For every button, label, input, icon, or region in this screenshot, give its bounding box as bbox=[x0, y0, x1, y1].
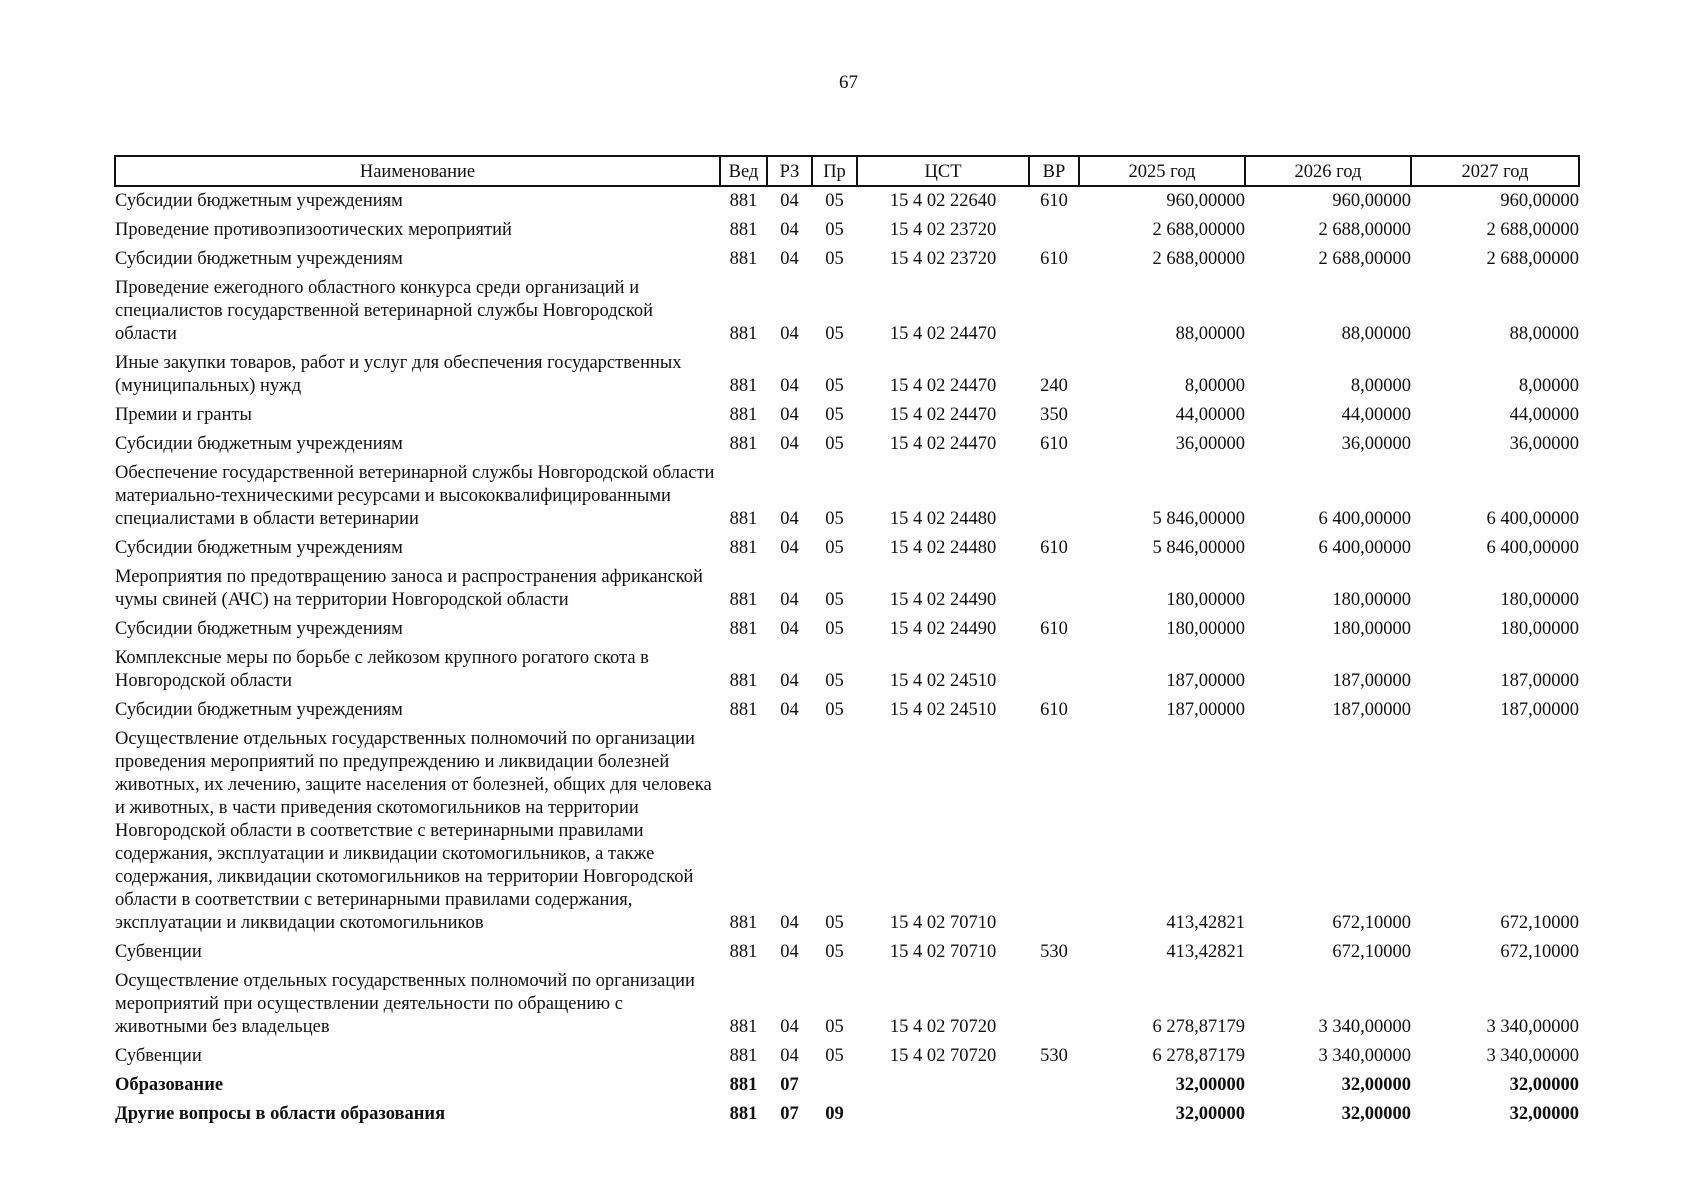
cell-2026: 960,00000 bbox=[1332, 191, 1411, 211]
header-name: Наименование bbox=[115, 156, 720, 186]
cell-vr: 610 bbox=[1040, 191, 1068, 211]
cell-cst: 15 4 02 70720 bbox=[889, 1017, 997, 1037]
cell-ved: 881 bbox=[729, 538, 758, 558]
cell-rz: 04 bbox=[780, 220, 799, 240]
cell-rz: 04 bbox=[780, 590, 799, 610]
cell-2027: 3 340,00000 bbox=[1486, 1017, 1579, 1037]
header-cst: ЦСТ bbox=[857, 156, 1029, 186]
cell-ved: 881 bbox=[729, 191, 758, 211]
cell-2025: 187,00000 bbox=[1166, 671, 1245, 691]
cell-vr bbox=[1029, 1100, 1079, 1129]
cell-vr: 530 bbox=[1040, 942, 1068, 962]
cell-ved: 881 bbox=[729, 671, 758, 691]
cell-2026: 32,00000 bbox=[1341, 1104, 1411, 1124]
cell-2026: 187,00000 bbox=[1332, 700, 1411, 720]
cell-rz: 04 bbox=[780, 1046, 799, 1066]
cell-rz: 04 bbox=[780, 619, 799, 639]
cell-2026: 672,10000 bbox=[1332, 942, 1411, 962]
cell-2027: 32,00000 bbox=[1509, 1104, 1579, 1124]
cell-2025: 6 278,87179 bbox=[1152, 1046, 1245, 1066]
cell-ved: 881 bbox=[729, 913, 758, 933]
cell-vr: 350 bbox=[1040, 405, 1068, 425]
table-row bbox=[115, 430, 1579, 459]
cell-name: Субсидии бюджетным учреждениям bbox=[115, 538, 403, 558]
cell-cst: 15 4 02 23720 bbox=[889, 249, 997, 269]
cell-cst: 15 4 02 24490 bbox=[889, 619, 997, 639]
cell-cst: 15 4 02 24510 bbox=[889, 700, 997, 720]
cell-2026: 2 688,00000 bbox=[1318, 249, 1411, 269]
cell-ved: 881 bbox=[729, 700, 758, 720]
cell-rz: 04 bbox=[780, 700, 799, 720]
cell-name: Субсидии бюджетным учреждениям bbox=[115, 434, 403, 454]
cell-name: Мероприятия по предотвращению заноса и распространения африканской чумы свиней (АЧС) на территории Новгородской области bbox=[115, 567, 703, 610]
cell-vr bbox=[1029, 459, 1079, 534]
cell-ved: 881 bbox=[729, 619, 758, 639]
cell-2025: 413,42821 bbox=[1166, 942, 1245, 962]
table-row bbox=[115, 349, 1579, 401]
cell-rz: 07 bbox=[780, 1075, 799, 1095]
cell-cst: 15 4 02 24470 bbox=[889, 434, 997, 454]
header-vr: ВР bbox=[1029, 156, 1079, 186]
cell-2026: 672,10000 bbox=[1332, 913, 1411, 933]
cell-2027: 2 688,00000 bbox=[1486, 220, 1579, 240]
cell-ved: 881 bbox=[729, 1075, 758, 1095]
cell-2026: 6 400,00000 bbox=[1318, 538, 1411, 558]
table-row bbox=[115, 245, 1579, 274]
table-row bbox=[115, 459, 1579, 534]
cell-pr: 05 bbox=[825, 538, 844, 558]
cell-rz: 04 bbox=[780, 671, 799, 691]
cell-2025: 88,00000 bbox=[1175, 324, 1245, 344]
cell-2026: 3 340,00000 bbox=[1318, 1046, 1411, 1066]
cell-name: Субсидии бюджетным учреждениям bbox=[115, 249, 403, 269]
cell-vr: 610 bbox=[1040, 249, 1068, 269]
cell-2025: 2 688,00000 bbox=[1152, 220, 1245, 240]
cell-ved: 881 bbox=[729, 1017, 758, 1037]
table-row bbox=[115, 401, 1579, 430]
cell-rz: 04 bbox=[780, 1017, 799, 1037]
cell-cst: 15 4 02 24470 bbox=[889, 324, 997, 344]
cell-rz: 04 bbox=[780, 249, 799, 269]
cell-name: Премии и гранты bbox=[115, 405, 252, 425]
cell-cst bbox=[857, 1071, 1029, 1100]
cell-vr: 610 bbox=[1040, 700, 1068, 720]
cell-2026: 187,00000 bbox=[1332, 671, 1411, 691]
table-body bbox=[115, 186, 1579, 1129]
cell-cst: 15 4 02 23720 bbox=[889, 220, 997, 240]
cell-2026: 180,00000 bbox=[1332, 619, 1411, 639]
cell-2025: 180,00000 bbox=[1166, 590, 1245, 610]
cell-pr: 05 bbox=[825, 191, 844, 211]
cell-pr: 05 bbox=[825, 913, 844, 933]
cell-name: Субсидии бюджетным учреждениям bbox=[115, 191, 403, 211]
table-row bbox=[115, 1042, 1579, 1071]
cell-pr: 05 bbox=[825, 376, 844, 396]
cell-2025: 32,00000 bbox=[1175, 1104, 1245, 1124]
cell-pr: 05 bbox=[825, 700, 844, 720]
cell-rz: 04 bbox=[780, 942, 799, 962]
cell-ved: 881 bbox=[729, 324, 758, 344]
cell-2025: 36,00000 bbox=[1175, 434, 1245, 454]
cell-2025: 413,42821 bbox=[1166, 913, 1245, 933]
cell-ved: 881 bbox=[729, 509, 758, 529]
cell-2025: 180,00000 bbox=[1166, 619, 1245, 639]
cell-2026: 32,00000 bbox=[1341, 1075, 1411, 1095]
table-row bbox=[115, 186, 1579, 216]
cell-rz: 04 bbox=[780, 509, 799, 529]
cell-ved: 881 bbox=[729, 376, 758, 396]
cell-rz: 04 bbox=[780, 913, 799, 933]
cell-rz: 04 bbox=[780, 376, 799, 396]
cell-name: Субвенции bbox=[115, 1046, 202, 1066]
cell-vr: 530 bbox=[1040, 1046, 1068, 1066]
cell-pr: 05 bbox=[825, 324, 844, 344]
header-2026: 2026 год bbox=[1245, 156, 1411, 186]
cell-2025: 32,00000 bbox=[1175, 1075, 1245, 1095]
cell-ved: 881 bbox=[729, 1104, 758, 1124]
cell-ved: 881 bbox=[729, 220, 758, 240]
cell-2027: 187,00000 bbox=[1500, 700, 1579, 720]
cell-2027: 6 400,00000 bbox=[1486, 538, 1579, 558]
table-row bbox=[115, 563, 1579, 615]
table-row bbox=[115, 274, 1579, 349]
cell-vr bbox=[1029, 967, 1079, 1042]
cell-name: Осуществление отдельных государственных полномочий по организации проведения мероприятий по предупреждению и ликвидации болезней животных, их лечению, защите населения от болезней, общих для человека и животных, в части приведения скотомогильников на территории Новгородской области в соответствие с ветеринарными правилами содержания, эксплуатации и ликвидации скотомогильников, а также содержания, ликвидации скотомогильников на территории Новгородской области в соответствии с ветеринарными правилами содержания, эксплуатации и ликвидации скотомогильников bbox=[115, 729, 712, 933]
cell-name: Субвенции bbox=[115, 942, 202, 962]
cell-ved: 881 bbox=[729, 405, 758, 425]
cell-2027: 36,00000 bbox=[1509, 434, 1579, 454]
cell-2027: 187,00000 bbox=[1500, 671, 1579, 691]
cell-ved: 881 bbox=[729, 249, 758, 269]
table-row bbox=[115, 644, 1579, 696]
cell-2027: 2 688,00000 bbox=[1486, 249, 1579, 269]
cell-2026: 180,00000 bbox=[1332, 590, 1411, 610]
cell-pr: 05 bbox=[825, 405, 844, 425]
cell-2026: 8,00000 bbox=[1350, 376, 1411, 396]
cell-2025: 5 846,00000 bbox=[1152, 509, 1245, 529]
cell-2027: 960,00000 bbox=[1500, 191, 1579, 211]
cell-2026: 3 340,00000 bbox=[1318, 1017, 1411, 1037]
cell-cst: 15 4 02 70720 bbox=[889, 1046, 997, 1066]
cell-name: Образование bbox=[115, 1075, 224, 1095]
table-row bbox=[115, 938, 1579, 967]
cell-cst: 15 4 02 24510 bbox=[889, 671, 997, 691]
cell-2026: 2 688,00000 bbox=[1318, 220, 1411, 240]
cell-2025: 187,00000 bbox=[1166, 700, 1245, 720]
table-row bbox=[115, 1071, 1579, 1100]
header-2027: 2027 год bbox=[1411, 156, 1579, 186]
cell-pr: 05 bbox=[825, 942, 844, 962]
cell-2025: 8,00000 bbox=[1184, 376, 1245, 396]
cell-cst: 15 4 02 24470 bbox=[889, 376, 997, 396]
cell-cst bbox=[857, 1100, 1029, 1129]
cell-cst: 15 4 02 70710 bbox=[889, 913, 997, 933]
cell-2025: 44,00000 bbox=[1175, 405, 1245, 425]
cell-vr: 240 bbox=[1040, 376, 1068, 396]
table-row bbox=[115, 725, 1579, 938]
cell-2026: 36,00000 bbox=[1341, 434, 1411, 454]
cell-ved: 881 bbox=[729, 1046, 758, 1066]
cell-2025: 2 688,00000 bbox=[1152, 249, 1245, 269]
cell-ved: 881 bbox=[729, 434, 758, 454]
cell-cst: 15 4 02 70710 bbox=[889, 942, 997, 962]
cell-name: Другие вопросы в области образования bbox=[115, 1104, 446, 1124]
header-pr: Пр bbox=[812, 156, 857, 186]
cell-rz: 07 bbox=[780, 1104, 799, 1124]
cell-rz: 04 bbox=[780, 324, 799, 344]
cell-2025: 6 278,87179 bbox=[1152, 1017, 1245, 1037]
cell-2027: 672,10000 bbox=[1500, 913, 1579, 933]
cell-vr: 610 bbox=[1040, 619, 1068, 639]
cell-2027: 8,00000 bbox=[1518, 376, 1579, 396]
header-2025: 2025 год bbox=[1079, 156, 1245, 186]
cell-2027: 88,00000 bbox=[1509, 324, 1579, 344]
cell-vr bbox=[1029, 1071, 1079, 1100]
table-row bbox=[115, 1100, 1579, 1129]
cell-pr: 05 bbox=[825, 220, 844, 240]
cell-ved: 881 bbox=[729, 942, 758, 962]
cell-rz: 04 bbox=[780, 405, 799, 425]
header-rz: РЗ bbox=[767, 156, 812, 186]
cell-rz: 04 bbox=[780, 191, 799, 211]
page-number: 67 bbox=[839, 72, 858, 93]
cell-pr: 05 bbox=[825, 434, 844, 454]
cell-pr: 09 bbox=[825, 1104, 844, 1124]
cell-2027: 672,10000 bbox=[1500, 942, 1579, 962]
cell-pr: 05 bbox=[825, 509, 844, 529]
cell-cst: 15 4 02 22640 bbox=[889, 191, 997, 211]
cell-cst: 15 4 02 24490 bbox=[889, 590, 997, 610]
table-row bbox=[115, 615, 1579, 644]
cell-name: Проведение ежегодного областного конкурса среди организаций и специалистов государственной ветеринарной службы Новгородской области bbox=[115, 278, 654, 344]
cell-2026: 44,00000 bbox=[1341, 405, 1411, 425]
cell-name: Проведение противоэпизоотических мероприятий bbox=[115, 220, 512, 240]
cell-name: Субсидии бюджетным учреждениям bbox=[115, 700, 403, 720]
cell-name: Осуществление отдельных государственных полномочий по организации мероприятий при осуществлении деятельности по обращению с животными без владельцев bbox=[115, 971, 695, 1037]
cell-2025: 5 846,00000 bbox=[1152, 538, 1245, 558]
cell-vr bbox=[1029, 725, 1079, 938]
table-row bbox=[115, 967, 1579, 1042]
cell-vr bbox=[1029, 563, 1079, 615]
cell-cst: 15 4 02 24480 bbox=[889, 538, 997, 558]
header-ved: Вед bbox=[720, 156, 767, 186]
cell-name: Комплексные меры по борьбе с лейкозом крупного рогатого скота в Новгородской области bbox=[115, 648, 649, 691]
table-row bbox=[115, 534, 1579, 563]
table-row bbox=[115, 216, 1579, 245]
cell-vr: 610 bbox=[1040, 538, 1068, 558]
cell-ved: 881 bbox=[729, 590, 758, 610]
budget-table bbox=[114, 155, 1580, 1129]
cell-vr: 610 bbox=[1040, 434, 1068, 454]
cell-cst: 15 4 02 24480 bbox=[889, 509, 997, 529]
cell-pr bbox=[812, 1071, 857, 1100]
table-header-row bbox=[115, 156, 1579, 186]
cell-vr bbox=[1029, 216, 1079, 245]
cell-2027: 3 340,00000 bbox=[1486, 1046, 1579, 1066]
cell-vr bbox=[1029, 274, 1079, 349]
cell-rz: 04 bbox=[780, 538, 799, 558]
cell-name: Субсидии бюджетным учреждениям bbox=[115, 619, 403, 639]
cell-2027: 32,00000 bbox=[1509, 1075, 1579, 1095]
cell-2027: 180,00000 bbox=[1500, 619, 1579, 639]
table-row bbox=[115, 696, 1579, 725]
cell-2027: 44,00000 bbox=[1509, 405, 1579, 425]
cell-pr: 05 bbox=[825, 590, 844, 610]
cell-cst: 15 4 02 24470 bbox=[889, 405, 997, 425]
cell-pr: 05 bbox=[825, 671, 844, 691]
cell-pr: 05 bbox=[825, 1017, 844, 1037]
cell-2026: 6 400,00000 bbox=[1318, 509, 1411, 529]
cell-name: Обеспечение государственной ветеринарной службы Новгородской области материально-техническими ресурсами и высококвалифицированными специалистами в области ветеринарии bbox=[115, 463, 715, 529]
cell-2025: 960,00000 bbox=[1166, 191, 1245, 211]
cell-2027: 180,00000 bbox=[1500, 590, 1579, 610]
cell-rz: 04 bbox=[780, 434, 799, 454]
cell-2027: 6 400,00000 bbox=[1486, 509, 1579, 529]
cell-2026: 88,00000 bbox=[1341, 324, 1411, 344]
cell-pr: 05 bbox=[825, 249, 844, 269]
cell-pr: 05 bbox=[825, 1046, 844, 1066]
cell-pr: 05 bbox=[825, 619, 844, 639]
cell-vr bbox=[1029, 644, 1079, 696]
cell-name: Иные закупки товаров, работ и услуг для обеспечения государственных (муниципальных) нужд bbox=[115, 353, 682, 396]
